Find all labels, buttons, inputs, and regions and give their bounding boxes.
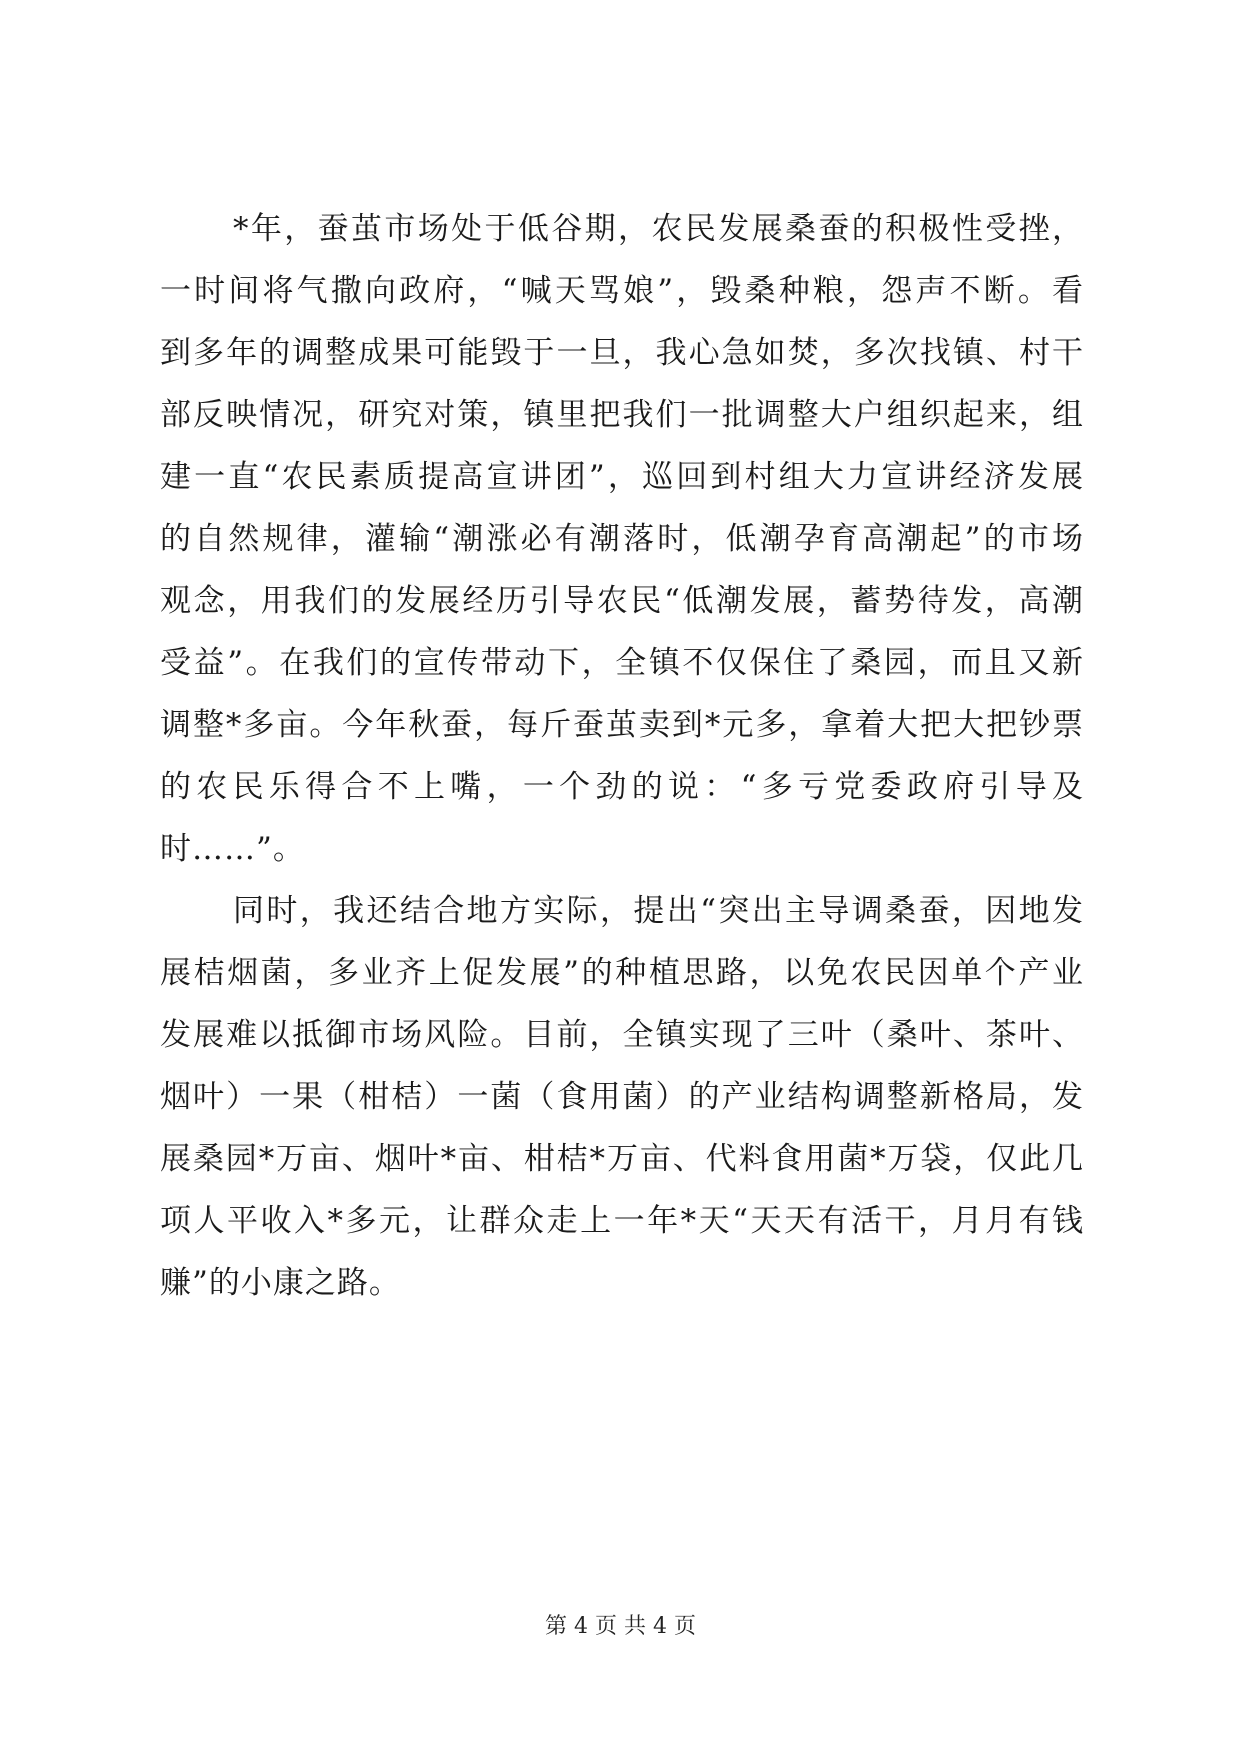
paragraph-line: 部反映情况，研究对策，镇里把我们一批调整大户组织起来，组: [160, 397, 1084, 433]
body-text: [160, 198, 1084, 1314]
paragraph-line: 烟叶）一果（柑桔）一菌（食用菌）的产业结构调整新格局，发: [160, 1079, 1084, 1115]
paragraph-line: 观念，用我们的发展经历引导农民“低潮发展，蓄势待发，高潮: [160, 583, 1084, 619]
paragraph-line: 的自然规律，灌输“潮涨必有潮落时，低潮孕育高潮起”的市场: [160, 521, 1084, 557]
paragraph-line: 项人平收入*多元，让群众走上一年*天“天天有活干，月月有钱: [160, 1203, 1084, 1239]
paragraph-line: 建一直“农民素质提高宣讲团”，巡回到村组大力宣讲经济发展: [160, 459, 1084, 495]
paragraph-line: 的农民乐得合不上嘴，一个劲的说：“多亏党委政府引导及: [160, 769, 1084, 805]
paragraph-1: [160, 198, 1084, 880]
paragraph-line: *年，蚕茧市场处于低谷期，农民发展桑蚕的积极性受挫，: [233, 211, 1084, 247]
paragraph-line: 一时间将气撒向政府，“喊天骂娘”，毁桑种粮，怨声不断。看: [160, 273, 1084, 309]
page-footer: [0, 1612, 1241, 1642]
paragraph-line: 同时，我还结合地方实际，提出“突出主导调桑蚕，因地发: [233, 893, 1084, 929]
paragraph-line: 展桑园*万亩、烟叶*亩、柑桔*万亩、代料食用菌*万袋，仅此几: [160, 1141, 1084, 1177]
page-number-label: 第 4 页 共 4 页: [545, 1614, 696, 1639]
paragraph-line: 到多年的调整成果可能毁于一旦，我心急如焚，多次找镇、村干: [160, 335, 1084, 371]
paragraph-2: [160, 880, 1084, 1314]
paragraph-line: 展桔烟菌，多业齐上促发展”的种植思路，以免农民因单个产业: [160, 955, 1084, 991]
paragraph-line: 发展难以抵御市场风险。目前，全镇实现了三叶（桑叶、茶叶、: [160, 1017, 1084, 1053]
paragraph-line: 调整*多亩。今年秋蚕，每斤蚕茧卖到*元多，拿着大把大把钞票: [160, 707, 1084, 743]
paragraph-line: 赚”的小康之路。: [160, 1265, 401, 1301]
paragraph-line: 受益”。在我们的宣传带动下，全镇不仅保住了桑园，而且又新: [160, 645, 1084, 681]
paragraph-line: 时……”。: [160, 831, 305, 867]
